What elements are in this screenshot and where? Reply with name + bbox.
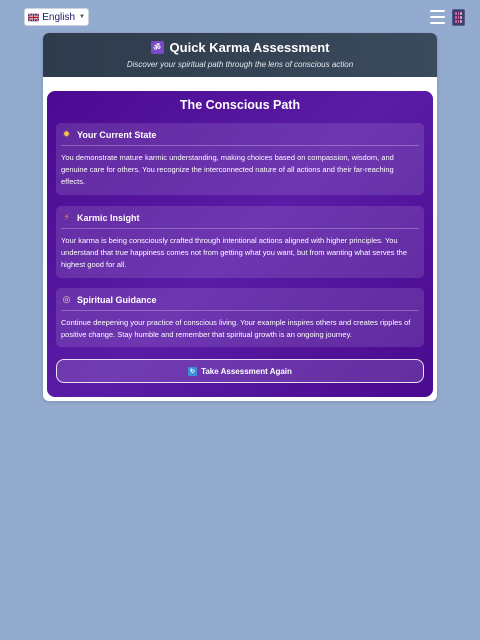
- om-icon: ॐ: [151, 41, 164, 54]
- language-select[interactable]: [24, 8, 89, 26]
- section-spiritual-guidance: [56, 288, 424, 347]
- page-title: Quick Karma Assessment: [169, 40, 330, 55]
- section-karmic-insight: [56, 206, 424, 278]
- retake-label: Take Assessment Again: [201, 366, 292, 376]
- menu-icon[interactable]: [430, 10, 445, 24]
- card-title-row: [43, 40, 437, 55]
- section-body: Continue deepening your practice of conscious living. Your example inspires others and creates ripples of positive change. Stay humble and remember that spiritual growth is an ongoing journey.: [61, 318, 411, 340]
- compass-icon: ◎: [62, 294, 71, 304]
- section-header: [61, 294, 419, 311]
- uk-flag-icon: [28, 12, 39, 23]
- section-current-state: [56, 123, 424, 195]
- section-heading: Karmic Insight: [77, 212, 140, 223]
- assessment-card: [43, 33, 437, 401]
- section-body: Your karma is being consciously crafted through intentional actions aligned with higher principles. You understand that true happiness comes not from getting what you want, but from wanting what serves the highest good for all.: [61, 236, 408, 270]
- language-label: English: [42, 11, 76, 23]
- sun-icon: ✹: [62, 129, 71, 139]
- refresh-icon: ↻: [190, 368, 196, 375]
- section-heading: Spiritual Guidance: [77, 294, 157, 305]
- retake-assessment-button[interactable]: [56, 359, 424, 383]
- section-body: You demonstrate mature karmic understanding, making choices based on compassion, wisdom, and genuine care for others. You recognize the interconnected nature of all actions and their far-reaching effects.: [61, 153, 394, 187]
- caret-down-icon: ▼: [79, 14, 85, 20]
- section-header: [61, 212, 419, 229]
- apps-icon[interactable]: [452, 9, 465, 26]
- result-title: The Conscious Path: [179, 98, 301, 112]
- lightning-icon: ⚡: [63, 212, 70, 222]
- section-header: [61, 129, 419, 146]
- page-subtitle: Discover your spiritual path through the lens of conscious action: [126, 60, 354, 69]
- card-header: [43, 33, 437, 77]
- section-heading: Your Current State: [77, 129, 157, 140]
- result-panel: [47, 91, 433, 397]
